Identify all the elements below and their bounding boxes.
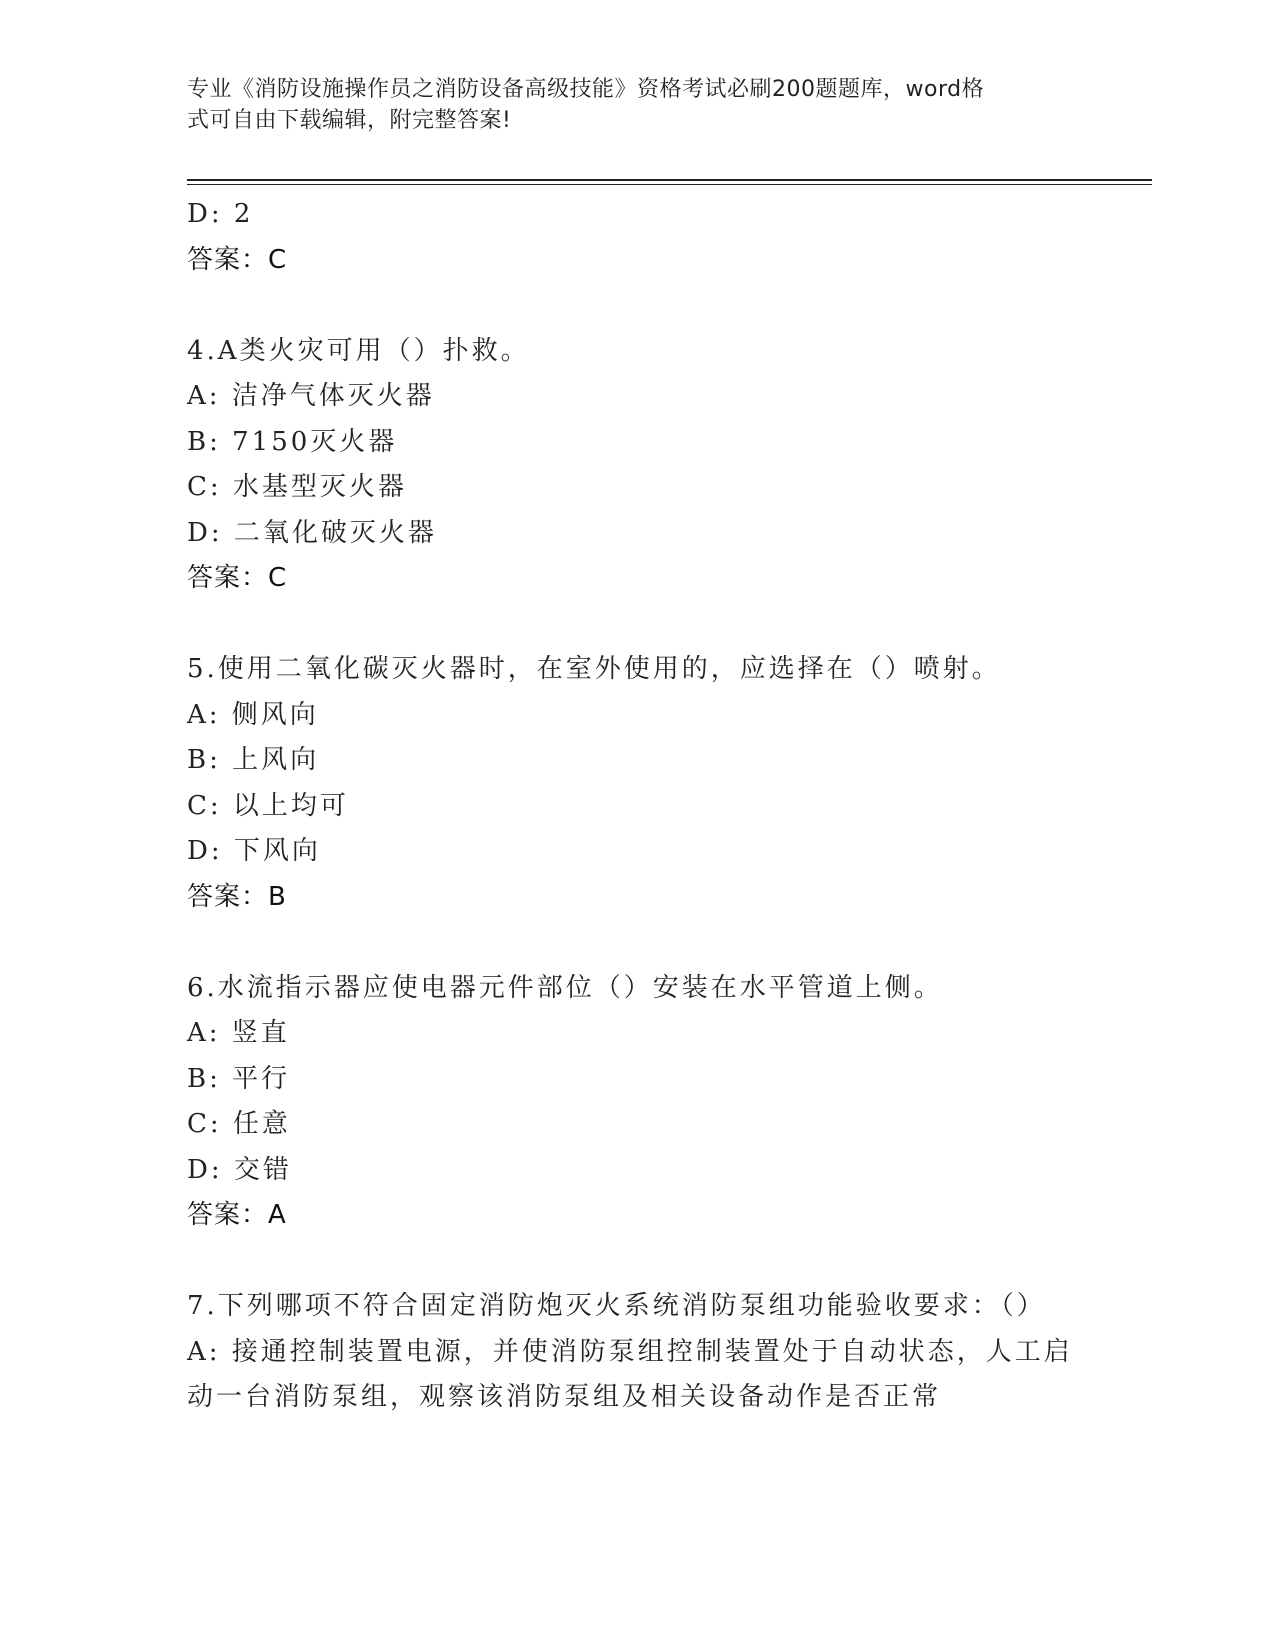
question-stem: 6.水流指示器应使电器元件部位（）安装在水平管道上侧。 (187, 972, 943, 1003)
option-c: C: 任意 (187, 1109, 291, 1139)
header-divider-thin (187, 184, 1152, 185)
question-stem: 7.下列哪项不符合固定消防炮灭火系统消防泵组功能验收要求：（） (187, 1291, 1046, 1321)
spacer (187, 283, 1087, 329)
question-stem: 4.A类火灾可用（）扑救。 (187, 335, 530, 366)
option-a-line-1: A: 接通控制装置电源，并使消防泵组控制装置处于自动状态，人工启 (187, 1336, 1073, 1367)
option-d: D: 交错 (187, 1154, 292, 1185)
option-d: D: 二氧化破灭火器 (187, 517, 437, 548)
question-6 (187, 966, 1087, 1239)
option-d: D: 下风向 (187, 836, 321, 866)
answer-line: 答案：C (187, 563, 288, 593)
question-stem: 5.使用二氧化碳灭火器时，在室外使用的，应选择在（）喷射。 (187, 654, 1001, 684)
question-7 (187, 1284, 1087, 1421)
option-b: B: 7150灭火器 (187, 426, 398, 457)
document-header (187, 74, 1067, 136)
option-a: A: 洁净气体灭火器 (187, 381, 435, 411)
option-b: B: 上风向 (187, 745, 320, 775)
question-4 (187, 329, 1087, 602)
spacer (187, 602, 1087, 648)
option-a: A: 侧风向 (187, 699, 319, 730)
answer-line: 答案：A (187, 1200, 287, 1230)
option-d: D: 2 (187, 199, 254, 229)
option-b: B: 平行 (187, 1063, 291, 1094)
answer-line: 答案：B (187, 881, 287, 912)
header-title-line-2: 式可自由下载编辑，附完整答案! (187, 108, 512, 133)
question-5 (187, 647, 1087, 920)
answer-line: 答案：C (187, 244, 288, 275)
question-list (187, 192, 1087, 1421)
spacer (187, 1239, 1087, 1285)
option-c: C: 水基型灭火器 (187, 472, 407, 502)
option-a-line-2: 动一台消防泵组，观察该消防泵组及相关设备动作是否正常 (187, 1382, 942, 1412)
header-divider-thick (187, 179, 1152, 181)
spacer (187, 920, 1087, 966)
option-a: A: 竖直 (187, 1018, 290, 1048)
option-c: C: 以上均可 (187, 790, 349, 821)
previous-question-tail (187, 192, 1087, 283)
header-title-line-1: 专业《消防设施操作员之消防设备高级技能》资格考试必刷200题题库，word格 (187, 77, 985, 102)
